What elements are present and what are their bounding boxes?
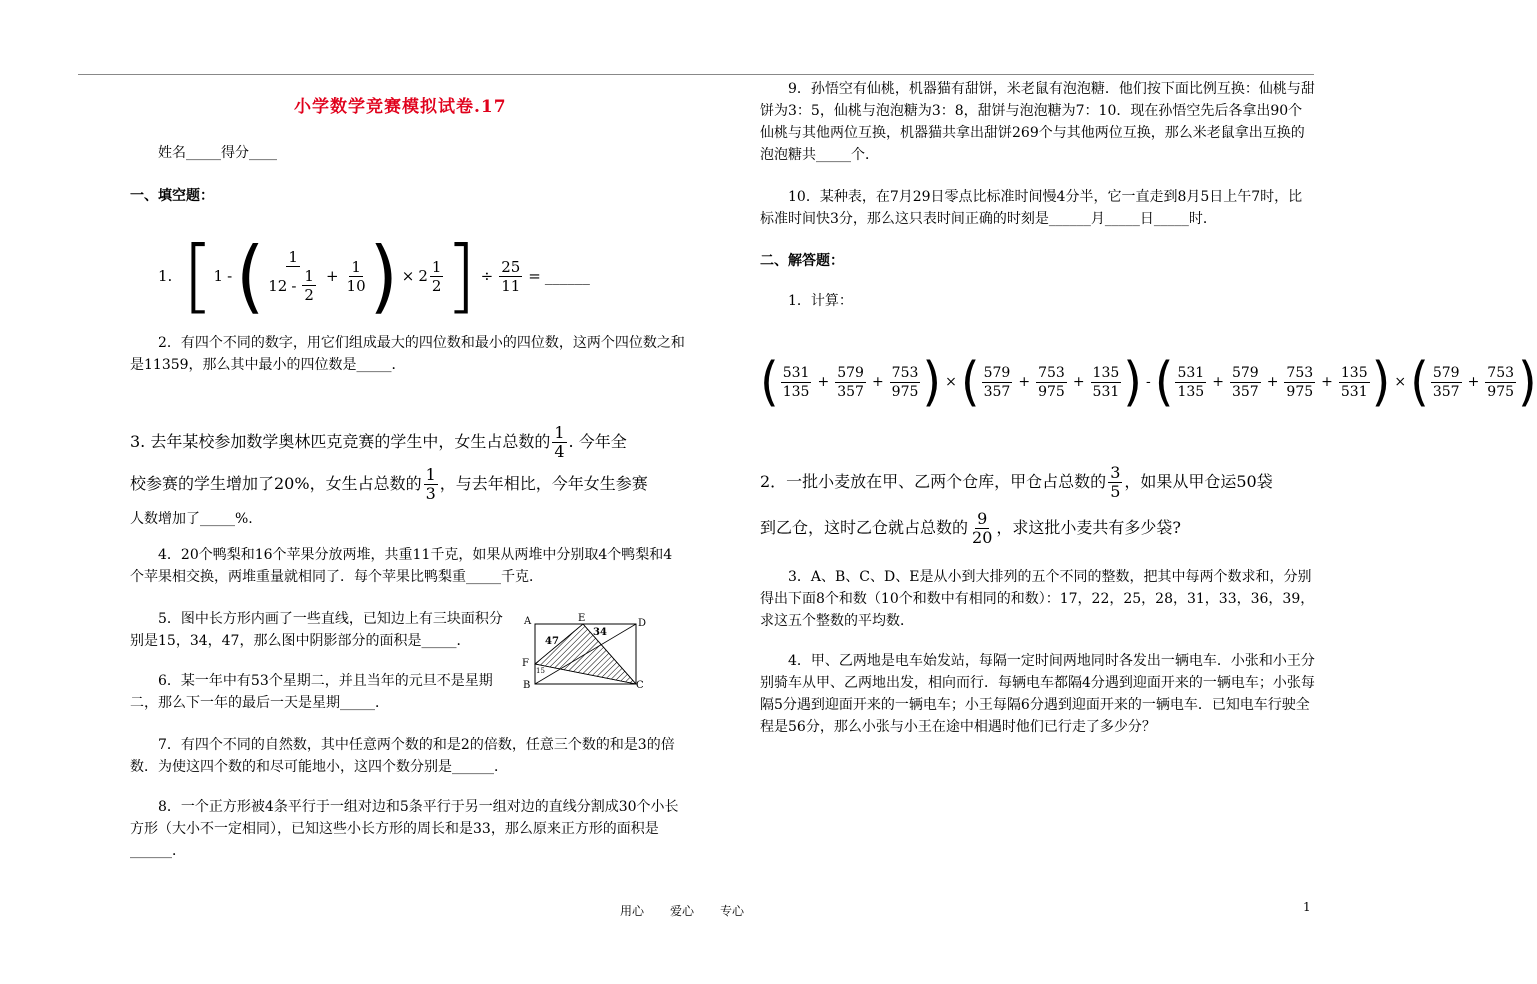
question-3: 3. 去年某校参加数学奥林匹克竞赛的学生中，女生占总数的 $\frac{1}{4}$ . 今年全 校参赛的学生增加了20%，女生占总数的 $\frac{1}{3}$ ，与去年相比，今年女生参赛 人数增加了_____%. — [130, 422, 648, 527]
section-fill-blank: 一、填空题： — [130, 188, 214, 204]
label-f: F — [522, 658, 529, 669]
question-7: 7．有四个不同的自然数，其中任意两个数的和是2的倍数，任意三个数的和是3的倍数．为使这四个数的和尽可能地小，这四个数分别是______． — [130, 737, 675, 775]
answer-1-label: 1．计算： — [788, 293, 853, 309]
section-answers: 二、解答题： — [760, 253, 844, 269]
area-15: 15 — [536, 667, 545, 675]
label-e: E — [578, 613, 586, 624]
q1-bracket-right: ] — [445, 229, 477, 322]
q1-answer-blank: ______ — [544, 267, 590, 285]
label-b: B — [523, 680, 531, 691]
footer-motto-2: 爱心 — [670, 904, 695, 918]
area-47: 47 — [545, 636, 559, 647]
answer-3: 3．A、B、C、D、E是从小到大排列的五个不同的整数，把其中每两个数求和，分别得出下面8个和数（10个和数中有相同的和数）：17，22，25，28，31，33，36，39，求这五个整数的平均数． — [760, 569, 1315, 629]
q1-paren-right: ) — [369, 229, 398, 323]
question-9: 9．孙悟空有仙桃，机器猫有甜饼，米老鼠有泡泡糖．他们按下面比例互换：仙桃与甜饼为3：5，仙桃与泡泡糖为3：8，甜饼与泡泡糖为7：10．现在孙悟空先后各拿出90个仙桃与其他两位互换，机器猫共拿出甜饼269个与其他两位互换，那么米老鼠拿出互换的泡泡糖共_____个． — [760, 81, 1315, 163]
question-2: 2．有四个不同的数字，用它们组成最大的四位数和最小的四位数，这两个四位数之和是11359，那么其中最小的四位数是_____． — [130, 335, 685, 373]
q1-one: 1 — [213, 267, 224, 285]
label-d: D — [638, 618, 647, 629]
footer-motto-3: 专心 — [720, 904, 745, 918]
q1-bracket-left: [ — [182, 229, 214, 322]
area-34: 34 — [593, 627, 607, 638]
answer-4: 4．甲、乙两地是电车始发站，每隔一定时间两地同时各发出一辆电车．小张和小王分别骑车从甲、乙两地出发，相向而行．每辆电车都隔4分遇到迎面开来的一辆电车；小张每隔5分遇到迎面开来的一辆电车；小王每隔6分遇到迎面开来的一辆电车．已知电车行驶全程是56分，那么小张与小王在途中相遇时他们已行走了多少分？ — [760, 653, 1315, 735]
page-title: 小学数学竞赛模拟试卷.17 — [294, 97, 507, 117]
q1-frac1: 1 12 - $\frac{1}{2}$ — [268, 248, 314, 304]
footer-motto-1: 用心 — [620, 904, 645, 918]
header-rule — [78, 74, 1314, 75]
label-a: A — [524, 616, 532, 627]
q1-formula: 1. [ 1 - ( 1 12 - $\frac{1}{2}$ + $\frac{1}{10}$ ) × 2 $\frac{1}{2}$ ] ÷ $\frac{25}{11}$ = ______ — [158, 229, 590, 323]
q1-minus: - — [227, 267, 233, 285]
answer-2: 2．一批小麦放在甲、乙两个仓库，甲仓占总数的 $\frac{3}{5}$ ，如果从甲仓运50袋 到乙仓，这时乙仓就占总数的 $\frac{9}{20}$ ，求这批小麦共有多少袋? — [760, 462, 1273, 547]
question-4: 4．20个鸭梨和16个苹果分放两堆，共重11千克，如果从两堆中分别取4个鸭梨和4个苹果相交换，两堆重量就相同了．每个苹果比鸭梨重_____千克． — [130, 547, 673, 585]
q1-mixed-frac: $\frac{1}{2}$ — [431, 257, 442, 295]
question-10: 10．某种表，在7月29日零点比标准时间慢4分半，它一直走到8月5日上午7时，比标准时间快3分，那么这只表时间正确的时刻是______月_____日_____时． — [760, 189, 1303, 227]
rectangle-figure — [516, 610, 648, 692]
question-8: 8．一个正方形被4条平行于一组对边和5条平行于另一组对边的直线分割成30个小长方形（大小不一定相同），已知这些小长方形的周长和是33，那么原来正方形的面积是______． — [130, 799, 679, 859]
q1-paren-left: ( — [236, 229, 265, 323]
student-info-line: 姓名_____得分____ — [158, 145, 277, 161]
page-number: 1 — [1303, 900, 1311, 914]
q1-number: 1. — [158, 267, 173, 285]
question-6: 6．某一年中有53个星期二，并且当年的元旦不是星期二，那么下一年的最后一天是星期_____． — [130, 673, 493, 711]
question-5: 5．图中长方形内画了一些直线，已知边上有三块面积分别是15，34，47，那么图中阴影部分的面积是_____． — [130, 611, 503, 649]
q1-frac3: $\frac{25}{11}$ — [501, 257, 521, 295]
answer-1-formula: ( $\frac{531}{135}$ + $\frac{579}{357}$ + $\frac{753}{975}$ ) × ( $\frac{579}{357}$ + $\frac{753}{975}$ + $\frac{135}{531}$ ) - ( $\frac{531}{135}$ + $\frac{579}{357}$ + $\frac{753}{975}$ + $\frac{135}{531}$ ) × ( $\frac{579}{357}$ + $\frac{753}{975}$ ) — [760, 351, 1537, 413]
q1-frac2: $\frac{1}{10}$ — [346, 257, 366, 295]
label-c: C — [636, 680, 644, 691]
